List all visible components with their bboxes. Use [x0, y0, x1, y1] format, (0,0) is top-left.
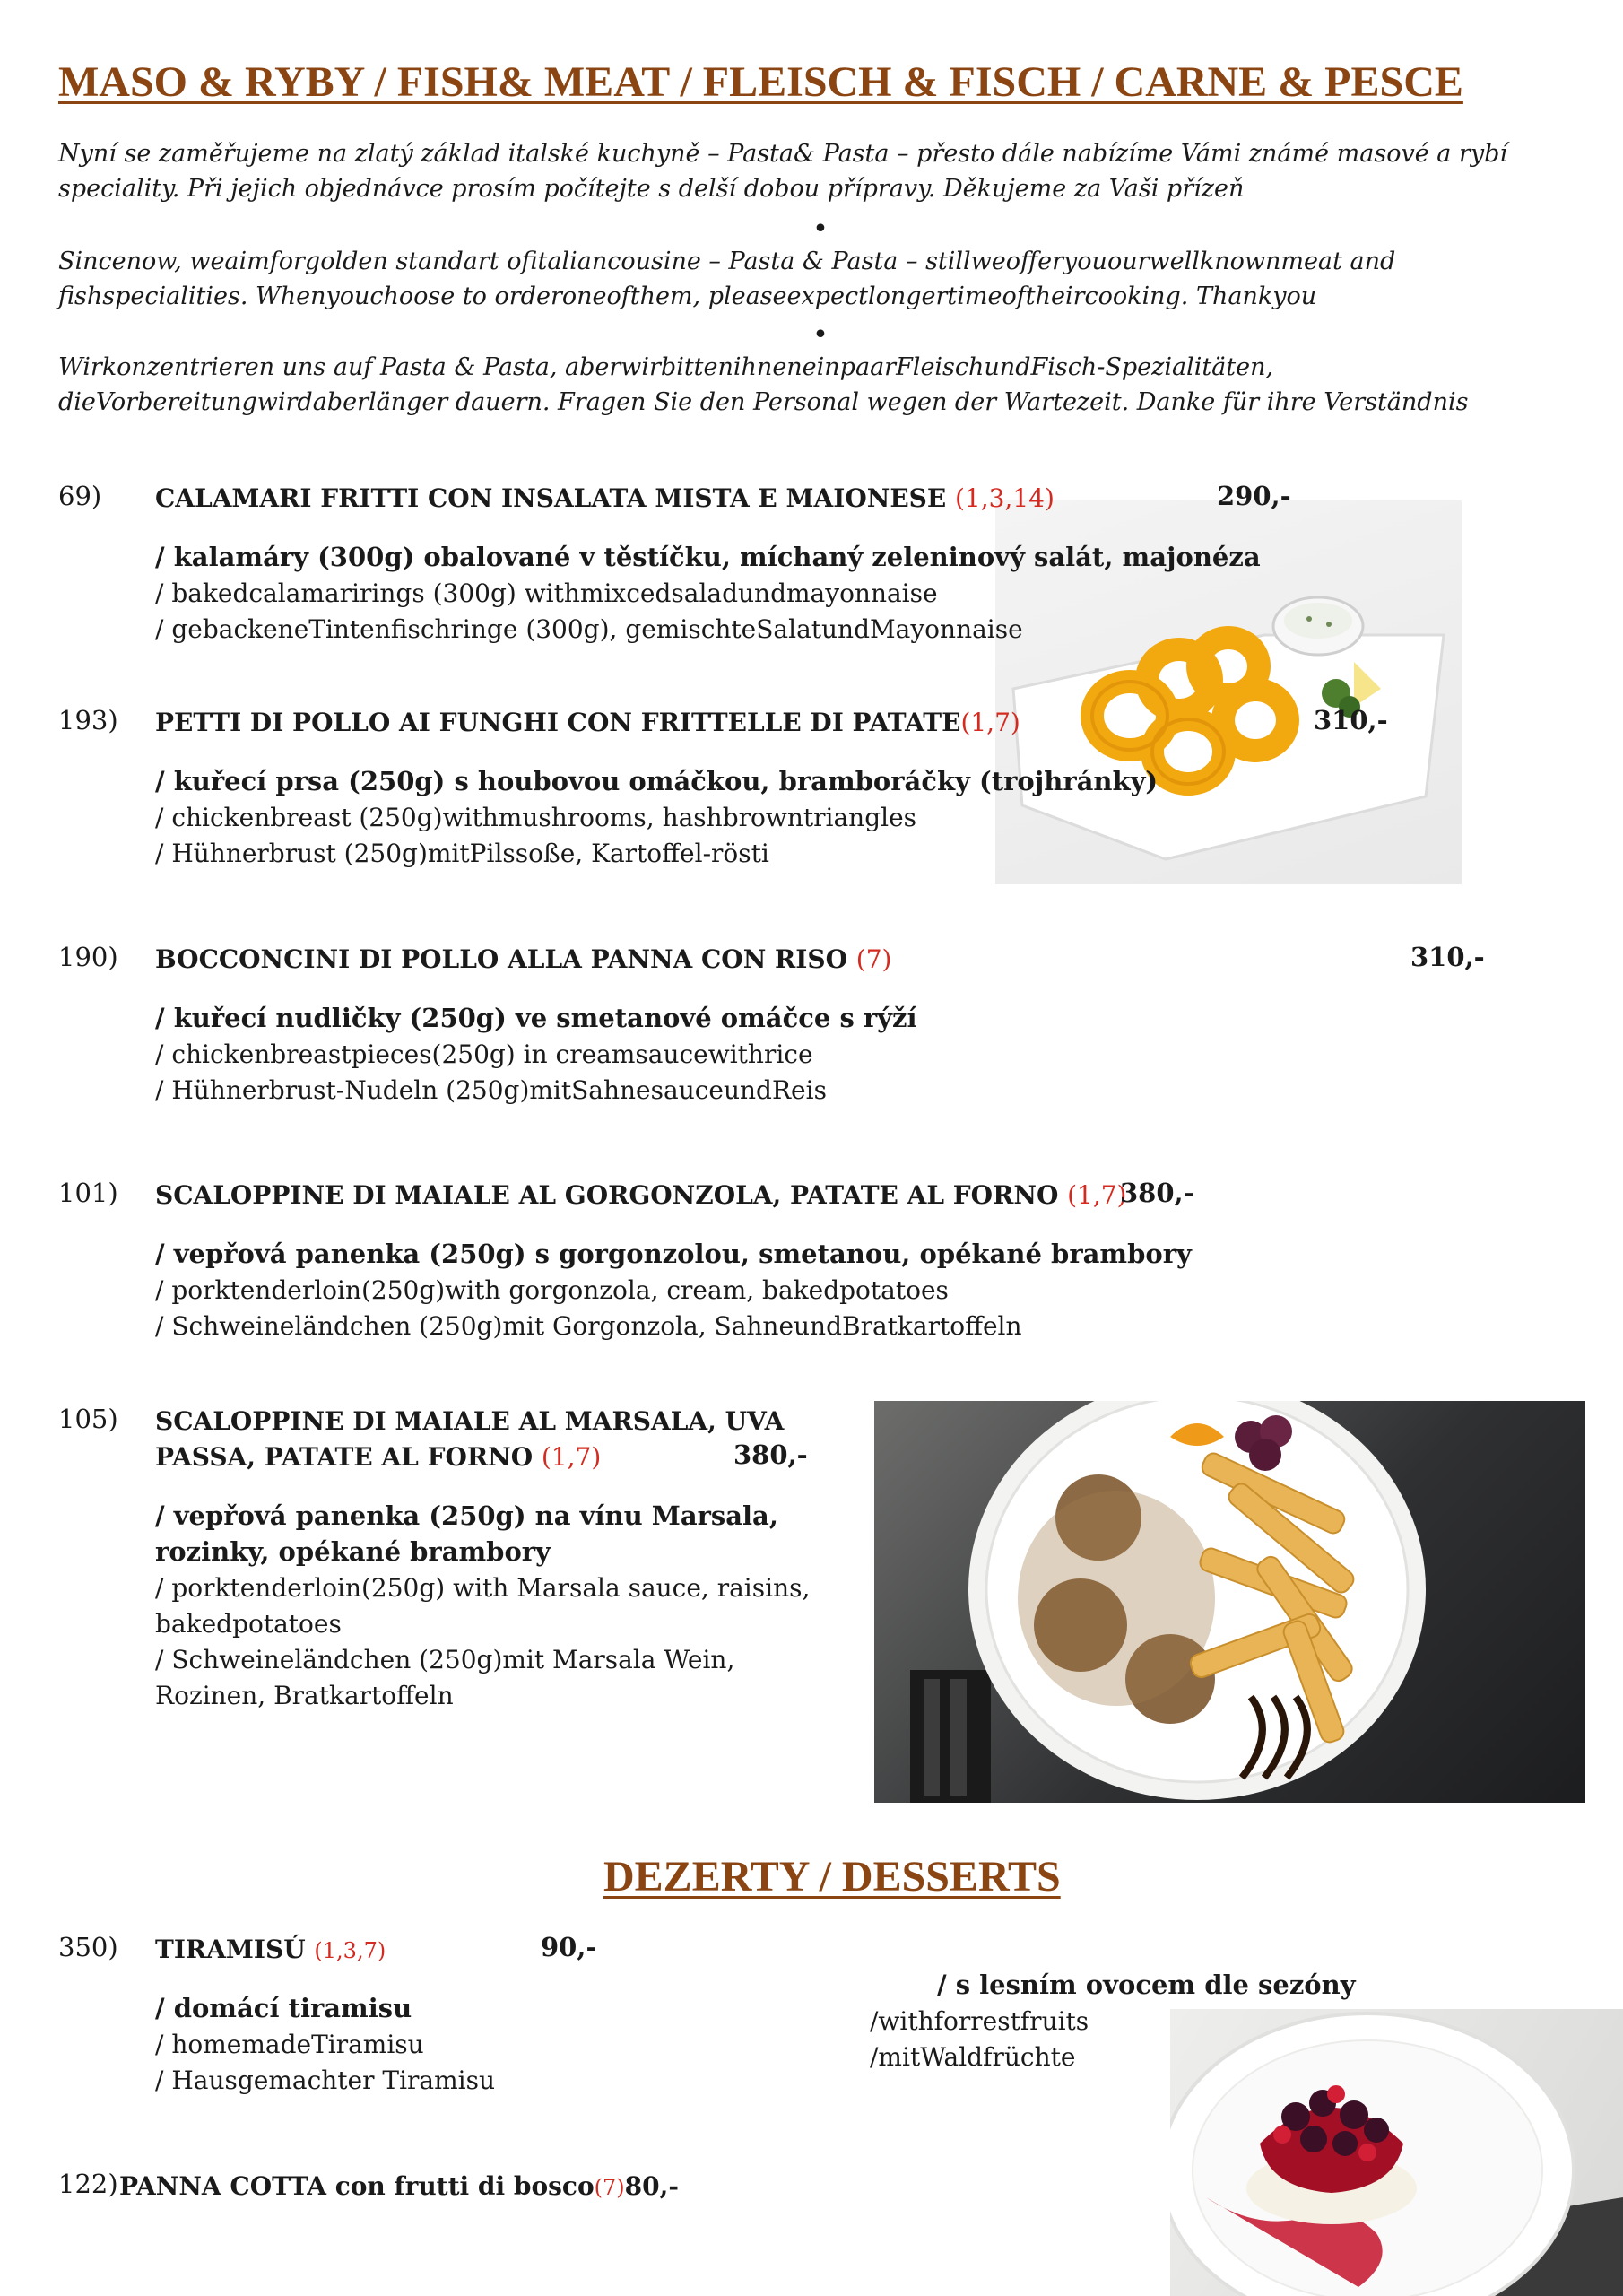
section-heading-desserts: DEZERTY / DESSERTS — [603, 1853, 1061, 1900]
item-number: 105) — [58, 1404, 118, 1434]
item-desc-de: / Hausgemachter Tiramisu — [155, 2066, 496, 2095]
item-desc-cz: rozinky, opékané brambory — [155, 1536, 551, 1567]
item-desc-de: / Hühnerbrust (250g)mitPilssoße, Kartoffel-rösti — [155, 839, 769, 868]
panna-cotta-photo — [1170, 2009, 1623, 2296]
item-desc-en: / bakedcalamarirings (300g) withmixcedsaladundmayonnaise — [155, 578, 938, 608]
item-desc-en: / porktenderloin(250g) with Marsala sauce, raisins, — [155, 1573, 811, 1603]
item-number: 122) — [58, 2169, 118, 2199]
pork-marsala-photo — [874, 1401, 1585, 1803]
item-number: 350) — [58, 1932, 118, 1962]
item-desc-en: / chickenbreast (250g)withmushrooms, hashbrowntriangles — [155, 803, 917, 832]
allergen-codes: (1,3,7) — [314, 1938, 386, 1963]
allergen-codes: (7) — [855, 944, 892, 974]
item-number: 193) — [58, 705, 118, 735]
item-desc-cz: / kuřecí nudličky (250g) ve smetanové omáčce s rýží — [155, 1003, 917, 1033]
item-number: 69) — [58, 481, 102, 511]
item-title: SCALOPPINE DI MAIALE AL GORGONZOLA, PATATE AL FORNO (1,7) — [155, 1180, 1127, 1210]
item-price: 380,- — [1120, 1178, 1194, 1208]
item-desc-en: / homemadeTiramisu — [155, 2030, 424, 2059]
item-number: 101) — [58, 1178, 118, 1208]
item-price: 290,- — [1217, 481, 1291, 511]
allergen-codes: (7) — [594, 2175, 625, 2200]
allergen-codes: (1,7) — [1067, 1180, 1127, 1210]
allergen-codes: (1,3,14) — [954, 483, 1055, 513]
item-price: 310,- — [1314, 705, 1388, 735]
item-desc-de: /mitWaldfrüchte — [870, 2042, 1076, 2072]
item-desc-cz: / s lesním ovocem dle sezóny — [937, 1970, 1356, 2000]
allergen-codes: (1,7) — [541, 1442, 602, 1472]
item-desc-cz: / kalamáry (300g) obalované v těstíčku, míchaný zeleninový salát, majonéza — [155, 542, 1261, 572]
item-title: PETTI DI POLLO AI FUNGHI CON FRITTELLE DI PATATE(1,7) — [155, 708, 1020, 737]
item-price: 380,- — [733, 1439, 808, 1470]
item-desc-de: / Hühnerbrust-Nudeln (250g)mitSahnesauceundReis — [155, 1075, 827, 1105]
item-title: PANNA COTTA con frutti di bosco(7)80,- — [119, 2171, 679, 2201]
item-desc-en: / chickenbreastpieces(250g) in creamsaucewithrice — [155, 1039, 813, 1069]
item-desc-de: / Schweineländchen (250g)mit Gorgonzola, SahneundBratkartoffeln — [155, 1311, 1022, 1341]
item-desc-en: bakedpotatoes — [155, 1609, 342, 1639]
intro-bullet: • — [812, 319, 829, 351]
intro-en: Sincenow, weaimforgolden standart ofitaliancousine – Pasta & Pasta – stillweofferyouourwellknownmeat and fishspecialities. Whenyouchoose to orderoneofthem, pleaseexpectlongertimeoftheircooking. Thankyou — [58, 248, 1396, 310]
section-heading-meat: MASO & RYBY / FISH& MEAT / FLEISCH & FISCH / CARNE & PESCE — [58, 58, 1463, 106]
item-price: 310,- — [1410, 942, 1485, 972]
item-price: 90,- — [541, 1932, 597, 1962]
item-desc-de: / Schweineländchen (250g)mit Marsala Wein, — [155, 1645, 735, 1674]
intro-cz: Nyní se zaměřujeme na zlatý základ italské kuchyně – Pasta& Pasta – přesto dále nabízíme Vámi známé masové a rybí speciality. Při jejich objednávce prosím počítejte s delší dobou přípravy. Děkujeme za Vaši přízeň — [58, 140, 1508, 203]
allergen-codes: (1,7) — [960, 708, 1020, 737]
item-desc-cz: / vepřová panenka (250g) na vínu Marsala, — [155, 1500, 778, 1531]
intro-bullet: • — [812, 213, 829, 245]
item-price: 80,- — [624, 2171, 679, 2201]
item-desc-en: /withforrestfruits — [870, 2006, 1089, 2036]
item-number: 190) — [58, 942, 118, 972]
item-title-line1: SCALOPPINE DI MAIALE AL MARSALA, UVA — [155, 1406, 785, 1436]
item-title: TIRAMISÚ (1,3,7) — [155, 1935, 386, 1964]
intro-de: Wirkonzentrieren uns auf Pasta & Pasta, aberwirbittenihneneinpaarFleischundFisch-Spezialitäten, dieVorbereitungwirdaberlänger dauern. Fragen Sie den Personal wegen der Wartezeit. Danke für ihre Verständnis — [58, 353, 1469, 416]
item-desc-en: / porktenderloin(250g)with gorgonzola, cream, bakedpotatoes — [155, 1275, 949, 1305]
item-desc-cz: / domácí tiramisu — [155, 1993, 412, 2023]
item-title: BOCCONCINI DI POLLO ALLA PANNA CON RISO (7) — [155, 944, 892, 974]
item-desc-cz: / vepřová panenka (250g) s gorgonzolou, smetanou, opékané brambory — [155, 1239, 1192, 1269]
item-desc-de: / gebackeneTintenfischringe (300g), gemischteSalatundMayonnaise — [155, 614, 1023, 644]
item-desc-cz: / kuřecí prsa (250g) s houbovou omáčkou, bramboráčky (trojhránky) — [155, 766, 1159, 796]
item-desc-de: Rozinen, Bratkartoffeln — [155, 1681, 454, 1710]
item-title-line2: PASSA, PATATE AL FORNO (1,7) — [155, 1442, 602, 1472]
item-title: CALAMARI FRITTI CON INSALATA MISTA E MAIONESE (1,3,14) — [155, 483, 1055, 513]
